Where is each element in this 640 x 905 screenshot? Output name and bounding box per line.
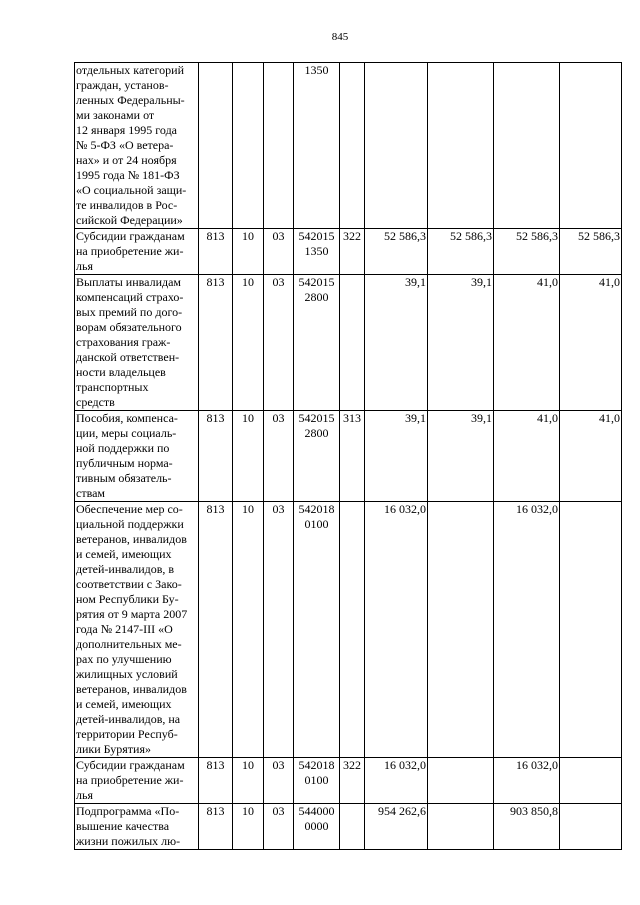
amount-4 [560, 758, 622, 804]
table-row [75, 229, 622, 275]
section-code: 10 [233, 804, 264, 850]
amount-2: 52 586,3 [428, 229, 494, 275]
target-article-code: 542015 2800 [294, 275, 340, 411]
amount-3: 16 032,0 [494, 502, 560, 758]
amount-3: 41,0 [494, 275, 560, 411]
expense-type-code: 322 [340, 758, 365, 804]
row-name: Субсидии гражданам на приобретение жи- лья [75, 229, 199, 275]
expense-type-code: 322 [340, 229, 365, 275]
amount-1 [365, 63, 428, 229]
target-article-code: 544000 0000 [294, 804, 340, 850]
subsection-code: 03 [264, 758, 294, 804]
amount-1: 954 262,6 [365, 804, 428, 850]
table-row [75, 804, 622, 850]
amount-3 [494, 63, 560, 229]
amount-3: 41,0 [494, 411, 560, 502]
expense-type-code [340, 804, 365, 850]
admin-code: 813 [199, 502, 233, 758]
amount-1: 39,1 [365, 411, 428, 502]
table-row [75, 411, 622, 502]
section-code [233, 63, 264, 229]
target-article-code: 542018 0100 [294, 502, 340, 758]
row-name: Субсидии гражданам на приобретение жи- лья [75, 758, 199, 804]
target-article-code: 1350 [294, 63, 340, 229]
target-article-code: 542018 0100 [294, 758, 340, 804]
subsection-code [264, 63, 294, 229]
amount-4: 41,0 [560, 411, 622, 502]
admin-code: 813 [199, 804, 233, 850]
section-code: 10 [233, 758, 264, 804]
amount-3: 52 586,3 [494, 229, 560, 275]
table-row [75, 275, 622, 411]
amount-2: 39,1 [428, 275, 494, 411]
budget-table [74, 62, 622, 850]
amount-1: 16 032,0 [365, 758, 428, 804]
admin-code [199, 63, 233, 229]
expense-type-code [340, 63, 365, 229]
amount-1: 16 032,0 [365, 502, 428, 758]
amount-2 [428, 804, 494, 850]
expense-type-code [340, 275, 365, 411]
amount-2 [428, 63, 494, 229]
admin-code: 813 [199, 411, 233, 502]
amount-1: 39,1 [365, 275, 428, 411]
row-name: Обеспечение мер со- циальной поддержки ветеранов, инвалидов и семей, имеющих детей-инвалидов, в соответствии с Зако- ном Республики Бу- рятия от 9 марта 2007 года № 2147-III «О дополнительных ме- рах по улучшению жилищных условий ветеранов, инвалидов и семей, имеющих детей-инвалидов, на территории Респуб- лики Бурятия» [75, 502, 199, 758]
row-name: отдельных категорий граждан, установ- ленных Федеральны- ми законами от 12 января 1995 года № 5-ФЗ «О ветера- нах» и от 24 ноября 1995 года № 181-ФЗ «О социальной защи- те инвалидов в Рос- сийской Федерации» [75, 63, 199, 229]
amount-4 [560, 804, 622, 850]
amount-2 [428, 502, 494, 758]
table-row [75, 758, 622, 804]
subsection-code: 03 [264, 275, 294, 411]
admin-code: 813 [199, 275, 233, 411]
section-code: 10 [233, 229, 264, 275]
section-code: 10 [233, 502, 264, 758]
row-name: Выплаты инвалидам компенсаций страхо- вых премий по дого- ворам обязательного страхования граж- данской ответствен- ности владельцев транспортных средств [75, 275, 199, 411]
amount-1: 52 586,3 [365, 229, 428, 275]
subsection-code: 03 [264, 229, 294, 275]
amount-4: 41,0 [560, 275, 622, 411]
admin-code: 813 [199, 758, 233, 804]
amount-4 [560, 63, 622, 229]
amount-3: 16 032,0 [494, 758, 560, 804]
expense-type-code: 313 [340, 411, 365, 502]
row-name: Подпрограмма «По- вышение качества жизни пожилых лю- [75, 804, 199, 850]
amount-2 [428, 758, 494, 804]
amount-3: 903 850,8 [494, 804, 560, 850]
page-number: 845 [331, 31, 349, 43]
amount-2: 39,1 [428, 411, 494, 502]
table-row [75, 63, 622, 229]
amount-4 [560, 502, 622, 758]
target-article-code: 542015 1350 [294, 229, 340, 275]
subsection-code: 03 [264, 411, 294, 502]
amount-4: 52 586,3 [560, 229, 622, 275]
section-code: 10 [233, 411, 264, 502]
row-name: Пособия, компенса- ции, меры социаль- ной поддержки по публичным норма- тивным обязатель- ствам [75, 411, 199, 502]
table-row [75, 502, 622, 758]
section-code: 10 [233, 275, 264, 411]
expense-type-code [340, 502, 365, 758]
subsection-code: 03 [264, 502, 294, 758]
target-article-code: 542015 2800 [294, 411, 340, 502]
admin-code: 813 [199, 229, 233, 275]
subsection-code: 03 [264, 804, 294, 850]
